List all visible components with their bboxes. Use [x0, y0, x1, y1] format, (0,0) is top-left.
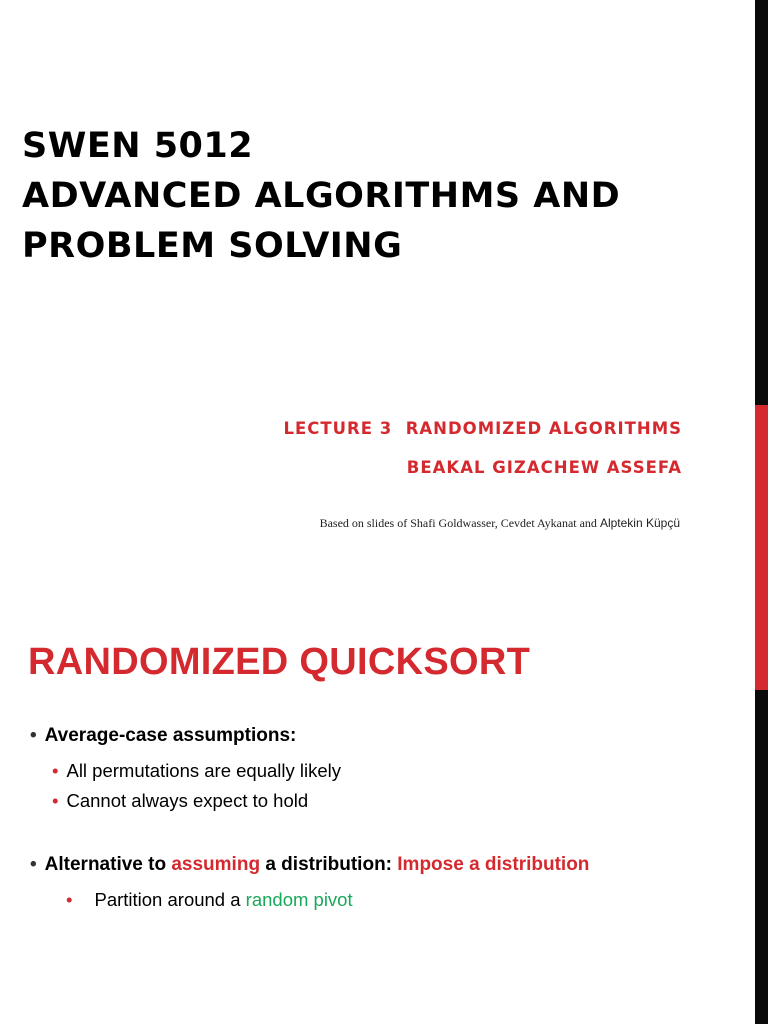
bullet-dot: • — [66, 889, 73, 910]
bullet-alternative — [30, 854, 589, 876]
bullet-text-part: Alternative to — [44, 854, 172, 875]
course-title-line-1: SWEN 5012 — [22, 126, 254, 166]
course-title-line-2: ADVANCED ALGORITHMS AND — [22, 176, 621, 216]
author-name: BEAKAL GIZACHEW ASSEFA — [406, 458, 682, 477]
right-accent-bar-top — [755, 405, 768, 518]
bullet-highlight-assuming: assuming — [171, 854, 261, 875]
slide-title: RANDOMIZED QUICKSORT — [28, 641, 531, 683]
lecture-subtitle: LECTURE 3 RANDOMIZED ALGORITHMS — [283, 419, 682, 438]
course-title-line-3: PROBLEM SOLVING — [22, 226, 403, 266]
sub-bullet-cannot-expect — [52, 790, 308, 812]
bullet-text: Average-case assumptions: — [44, 725, 297, 746]
bullet-dot: • — [52, 760, 59, 781]
sub-bullet-permutations — [52, 760, 341, 782]
credit-name: Alptekin Küpçü — [599, 516, 680, 530]
bullet-highlight-impose: Impose a distribution — [397, 854, 590, 875]
bullet-average-case — [30, 725, 296, 747]
bullet-text-part: a distribution: — [260, 854, 398, 875]
right-accent-bar-bottom — [755, 518, 768, 690]
slide-credit — [320, 516, 680, 531]
bullet-text-part: Partition around a — [94, 889, 246, 910]
course-title — [22, 121, 620, 271]
credit-text: Based on slides of Shafi Goldwasser, Cevdet Aykanat and — [319, 516, 600, 530]
bullet-dot: • — [52, 790, 59, 811]
bullet-highlight-random-pivot: random pivot — [245, 889, 353, 910]
sub-bullet-partition — [66, 889, 353, 911]
bullet-dot: • — [30, 725, 37, 746]
bullet-dot: • — [30, 854, 37, 875]
bullet-text: Cannot always expect to hold — [66, 790, 309, 811]
bullet-text: All permutations are equally likely — [66, 760, 342, 781]
